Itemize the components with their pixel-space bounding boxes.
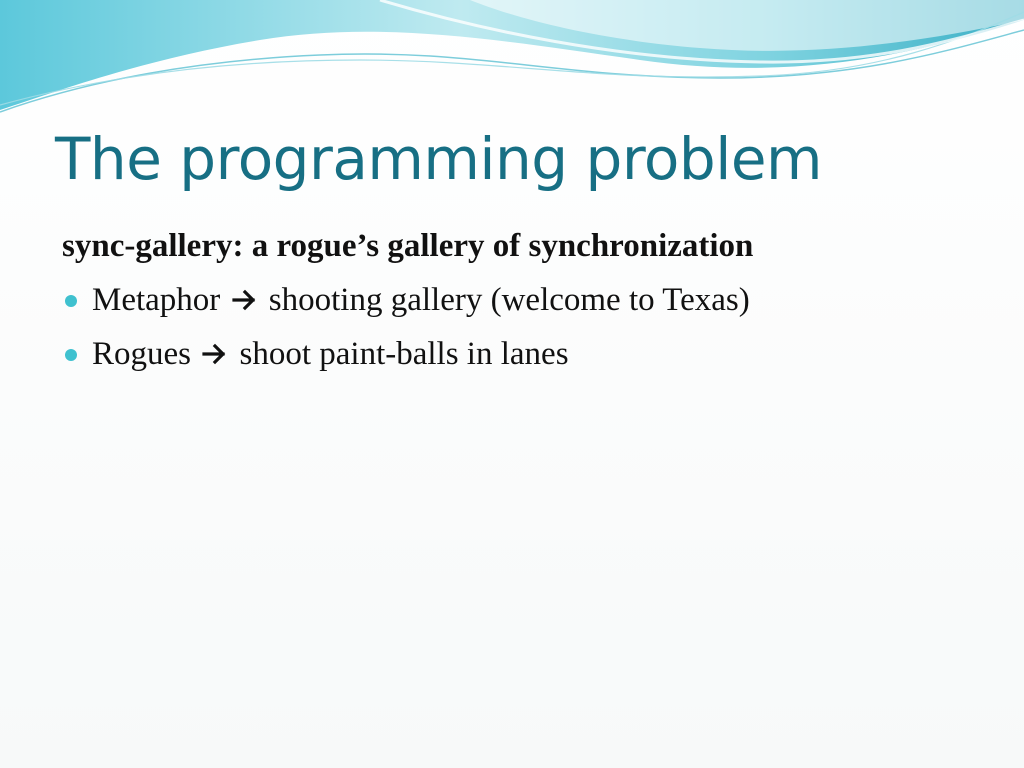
- bullet-dot-icon: [65, 349, 77, 361]
- bullet-description: shoot paint-balls in lanes: [239, 336, 569, 372]
- bullet-list: [62, 280, 982, 374]
- arrow-right-icon: [231, 288, 259, 312]
- bullet-dot-icon: [65, 295, 77, 307]
- bullet-term: Metaphor: [92, 282, 221, 318]
- wave-header-decoration: [0, 0, 1024, 120]
- bullet-item-metaphor: [62, 280, 982, 320]
- bullet-description: shooting gallery (welcome to Texas): [268, 282, 750, 318]
- bullet-term: Rogues: [92, 336, 191, 372]
- arrow-right-icon: [201, 342, 229, 366]
- bullet-item-rogues: [62, 334, 982, 374]
- slide-subheading: sync-gallery: a rogue’s gallery of synchronization: [62, 228, 754, 264]
- slide-body: [62, 226, 982, 388]
- slide-title: The programming problem: [55, 125, 822, 193]
